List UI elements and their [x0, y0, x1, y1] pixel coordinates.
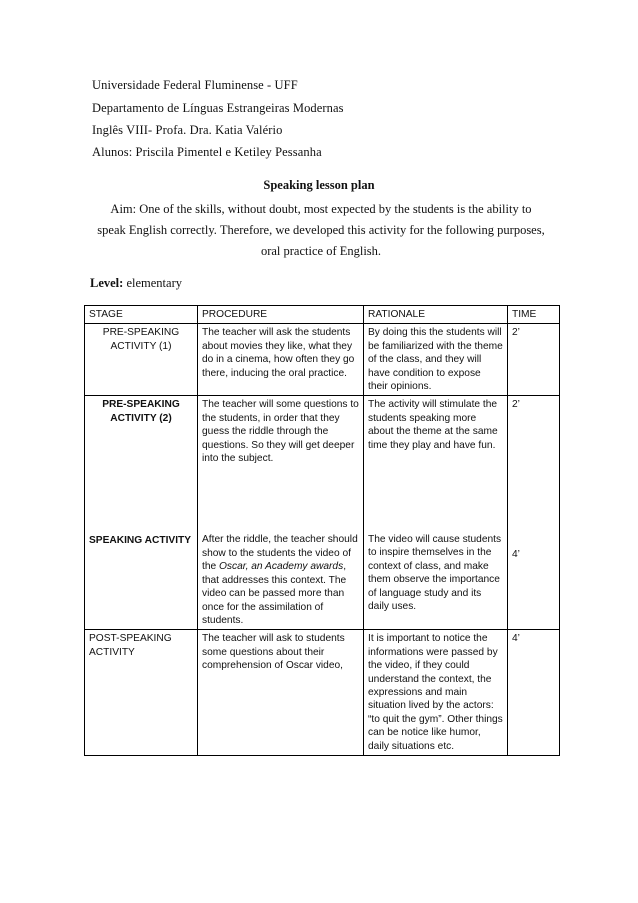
table-row	[85, 324, 560, 396]
table-row	[85, 396, 560, 630]
table-row	[85, 630, 560, 756]
level-value: elementary	[126, 276, 182, 290]
time-cell: 2’	[508, 324, 560, 396]
stage-cell: POST-SPEAKING ACTIVITY	[85, 630, 198, 756]
procedure-cell: The teacher will ask to students some questions about their comprehension of Oscar video,	[198, 630, 364, 756]
header-time: TIME	[508, 306, 560, 324]
stage-speaking: SPEAKING ACTIVITY	[89, 535, 192, 547]
rationale-cell: It is important to notice the informations were passed by the video, if they could understand the context, the expressions and main situation lived by the actors: “to quit the gym”. Other things can be notice like humor, daily situations etc.	[364, 630, 508, 756]
table-header-row	[85, 306, 560, 324]
procedure-pre-speaking-2: The teacher will some questions to the students, in order that they guess the riddle through the questions. So they will get deeper into the subject.	[202, 399, 359, 465]
stage-pre-speaking-2: PRE-SPEAKING ACTIVITY (2)	[102, 399, 180, 424]
procedure-cell: The teacher will ask the students about movies they like, what they do in a cinema, how often they go there, inducing the oral practice.	[198, 324, 364, 396]
header-stage: STAGE	[85, 306, 198, 324]
time-speaking: 4’	[512, 548, 520, 560]
procedure-cell-group	[198, 396, 364, 630]
header-course: Inglês VIII- Profa. Dra. Katia Valério	[92, 123, 283, 137]
aim-paragraph: Aim: One of the skills, without doubt, most expected by the students is the ability to speak English correctly. Therefore, we developed this activity for the following purposes, oral practice of English.	[97, 202, 545, 258]
procedure-speaking: After the riddle, the teacher should show to the students the video of the Oscar, an Academy awards, that addresses this context. The video can be passed more than once for the assimilation of students.	[202, 534, 358, 626]
header-procedure: PROCEDURE	[198, 306, 364, 324]
header-students: Alunos: Priscila Pimentel e Ketiley Pessanha	[92, 145, 322, 159]
stage-cell-group	[85, 396, 198, 630]
rationale-speaking: The video will cause students to inspire themselves in the context of class, and make them observe the importance of language study and its daily uses.	[368, 534, 502, 613]
page-title: Speaking lesson plan	[263, 178, 375, 192]
time-cell-group	[508, 396, 560, 630]
stage-cell: PRE-SPEAKING ACTIVITY (1)	[85, 324, 198, 396]
rationale-cell-group	[364, 396, 508, 630]
header-university: Universidade Federal Fluminense - UFF	[92, 78, 298, 92]
header-department: Departamento de Línguas Estrangeiras Modernas	[92, 101, 344, 115]
header-rationale: RATIONALE	[364, 306, 508, 324]
lesson-plan-table	[84, 305, 560, 756]
rationale-pre-speaking-2: The activity will stimulate the students speaking more about the theme at the same time they play and have fun.	[368, 399, 498, 451]
level-label: Level:	[90, 276, 124, 290]
time-cell: 4’	[508, 630, 560, 756]
rationale-cell: By doing this the students will be familiarized with the theme of the class, and they will have condition to expose their opinions.	[364, 324, 508, 396]
time-pre-speaking-2: 2’	[512, 399, 520, 411]
level-line	[90, 276, 182, 291]
